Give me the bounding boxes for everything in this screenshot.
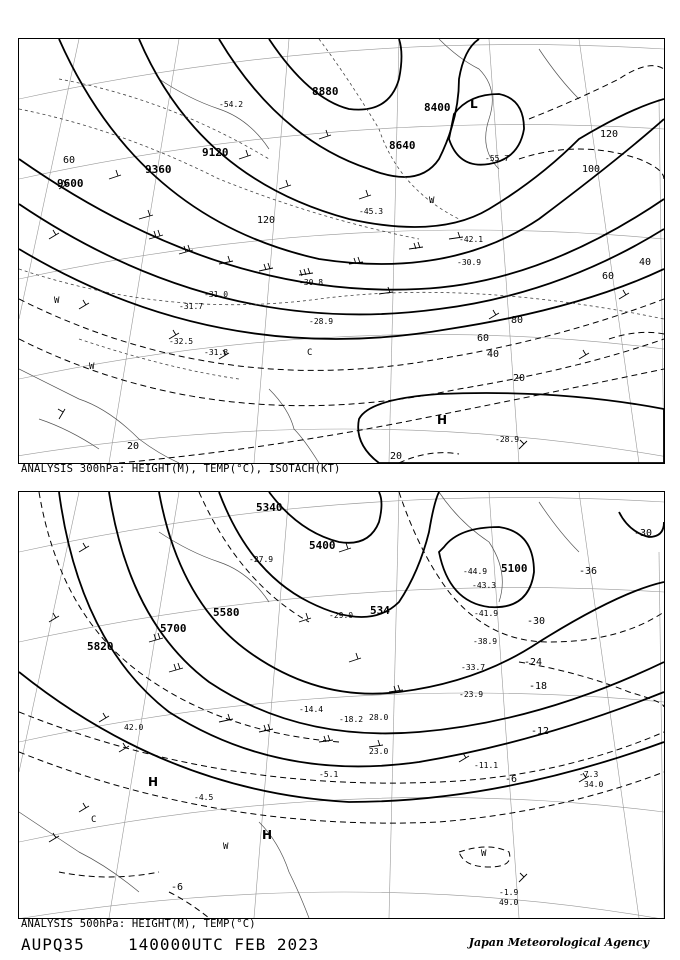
station-value: -38.9 xyxy=(473,637,498,646)
isotach-label: 60 xyxy=(602,271,615,282)
warm-cold-marks xyxy=(91,815,487,859)
isotach-label: 20 xyxy=(127,441,140,452)
analysis-300hpa-map xyxy=(18,38,665,464)
analysis-500hpa-map xyxy=(18,491,665,919)
temperature-contour-label: -12 xyxy=(531,726,550,737)
isotach-label: 60 xyxy=(477,333,490,344)
temperature-contours xyxy=(19,39,664,379)
height-label: 9120 xyxy=(202,146,229,159)
height-label: 8880 xyxy=(312,85,339,98)
height-label: 5400 xyxy=(309,539,336,552)
station-value: 49.0 xyxy=(499,898,519,907)
temperature-contour-label: -18 xyxy=(529,681,548,692)
isotach-label: 20 xyxy=(390,451,403,462)
isotach-label: 60 xyxy=(63,155,76,166)
height-label: 9600 xyxy=(57,177,84,190)
isotach-label: 100 xyxy=(582,164,601,175)
temperature-contour-labels xyxy=(171,528,652,893)
high-center-label: H xyxy=(148,775,159,789)
isotach-label: 120 xyxy=(257,215,276,226)
warm-mark: W xyxy=(481,849,487,859)
warm-mark: W xyxy=(429,196,435,206)
cold-mark: C xyxy=(91,815,97,825)
station-value: -33.7 xyxy=(461,663,486,672)
temperature-contour-label: -24 xyxy=(524,657,543,668)
temperature-contour-label: -30 xyxy=(527,616,546,627)
height-labels xyxy=(57,85,451,190)
high-center-label: H xyxy=(437,413,448,427)
temperature-contour-label: -6 xyxy=(171,882,184,893)
warm-cold-marks xyxy=(54,196,435,372)
agency-name: Japan Meteorological Agency xyxy=(468,936,649,949)
station-value: -14.4 xyxy=(299,705,324,714)
temperature-label: -31.0 xyxy=(204,290,229,299)
station-value: -27.9 xyxy=(249,555,274,564)
isotach-label: 40 xyxy=(487,349,500,360)
isotach-label: 80 xyxy=(511,315,524,326)
chart-id: AUPQ35 xyxy=(21,935,85,954)
station-value: -7.3 xyxy=(579,770,599,779)
wind-barbs xyxy=(49,130,629,449)
temperature-label: -30.9 xyxy=(457,258,482,267)
station-value: 42.0 xyxy=(124,723,144,732)
temperature-contour-label: -30 xyxy=(634,528,653,539)
temperature-label: -28.9 xyxy=(309,317,334,326)
height-contours xyxy=(19,492,664,802)
station-value: -44.9 xyxy=(463,567,488,576)
height-label: 5820 xyxy=(87,640,114,653)
station-value: 23.0 xyxy=(369,747,389,756)
isotach-label: 20 xyxy=(513,373,526,384)
pressure-centers xyxy=(148,775,272,842)
temperature-label: -55.7 xyxy=(485,154,510,163)
height-label: 5580 xyxy=(213,606,240,619)
caption-500hpa: ANALYSIS 500hPa: HEIGHT(M), TEMP(°C) xyxy=(21,918,256,930)
graticule-lines xyxy=(19,492,664,918)
station-value: -11.1 xyxy=(474,761,499,770)
height-labels xyxy=(87,501,528,653)
temperature-label: -28.9 xyxy=(495,435,520,444)
height-label: 534 xyxy=(370,604,390,617)
height-label: 9360 xyxy=(145,163,172,176)
temperature-label: -42.1 xyxy=(459,235,484,244)
coastlines xyxy=(19,39,579,463)
station-value: -18.2 xyxy=(339,715,364,724)
isotach-labels xyxy=(63,129,651,462)
station-value: -41.9 xyxy=(474,609,499,618)
isotach-label: 120 xyxy=(600,129,619,140)
map-300hpa-canvas xyxy=(19,39,664,463)
temperature-label: -31.8 xyxy=(204,348,229,357)
temperature-label: -45.3 xyxy=(359,207,384,216)
height-label: 8400 xyxy=(424,101,451,114)
warm-mark: W xyxy=(223,842,229,852)
temperature-label: -31.7 xyxy=(179,302,204,311)
height-label: 5100 xyxy=(501,562,528,575)
station-value: -23.9 xyxy=(459,690,484,699)
low-center-label: L xyxy=(470,97,478,111)
caption-300hpa: ANALYSIS 300hPa: HEIGHT(M), TEMP(°C), ISOTACH(KT) xyxy=(21,463,341,475)
station-value: -43.3 xyxy=(472,581,497,590)
temperature-label: -32.5 xyxy=(169,337,194,346)
high-center-label: H xyxy=(262,828,273,842)
warm-mark: W xyxy=(54,296,60,306)
station-value: -1.9 xyxy=(499,888,519,897)
station-value: -4.5 xyxy=(194,793,214,802)
valid-time: 140000UTC FEB 2023 xyxy=(128,935,320,954)
station-value: 34.0 xyxy=(584,780,604,789)
station-value: 28.0 xyxy=(369,713,389,722)
height-label: 5700 xyxy=(160,622,187,635)
temperature-contours xyxy=(19,492,664,918)
station-value: -5.1 xyxy=(319,770,339,779)
temperature-label: -54.2 xyxy=(219,100,244,109)
isotach-label: 40 xyxy=(639,257,652,268)
temperature-contour-label: -6 xyxy=(505,774,518,785)
height-label: 8640 xyxy=(389,139,416,152)
station-value: -29.0 xyxy=(329,611,354,620)
warm-mark: W xyxy=(89,362,95,372)
height-label: 5340 xyxy=(256,501,283,514)
temperature-label: -30.8 xyxy=(299,278,324,287)
cold-mark: C xyxy=(307,348,313,358)
map-500hpa-canvas xyxy=(19,492,664,918)
temperature-contour-label: -36 xyxy=(579,566,598,577)
